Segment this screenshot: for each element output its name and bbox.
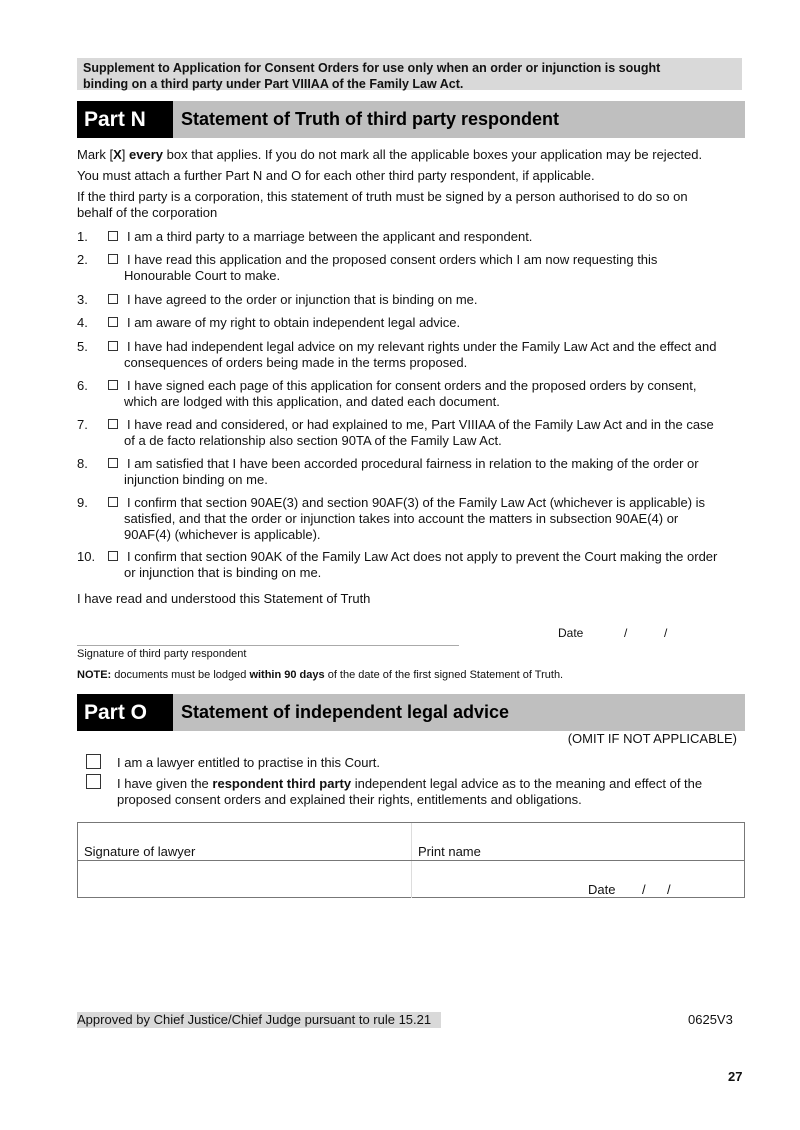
item-number: 6. bbox=[77, 378, 88, 393]
instruction-every: every bbox=[129, 147, 164, 162]
item-text-line: I have agreed to the order or injunction that is binding on me. bbox=[127, 292, 478, 307]
supplement-banner bbox=[77, 58, 742, 90]
item-text-line: or injunction that is binding on me. bbox=[124, 565, 322, 580]
item-text-line: 90AF(4) (whichever is applicable). bbox=[124, 527, 321, 542]
supplement-banner-line2: binding on a third party under Part VIIIAA of the Family Law Act. bbox=[83, 77, 464, 91]
item-text bbox=[124, 378, 744, 410]
item-text-line: consequences of orders being made in the terms proposed. bbox=[124, 355, 468, 370]
item-checkbox[interactable] bbox=[108, 317, 118, 327]
item-text-line: I confirm that section 90AE(3) and section 90AF(3) of the Family Law Act (whichever is applicable) is bbox=[127, 495, 706, 510]
item-text-line: I have read and considered, or had explained to me, Part VIIIAA of the Family Law Act and in the case bbox=[127, 417, 714, 432]
understood-statement: I have read and understood this Statement of Truth bbox=[77, 591, 371, 606]
note-label: NOTE: bbox=[77, 669, 112, 681]
item-checkbox[interactable] bbox=[108, 497, 118, 507]
table-divider bbox=[411, 823, 412, 860]
item-checkbox[interactable] bbox=[108, 551, 118, 561]
advice-pre: I have given the bbox=[117, 776, 213, 791]
corporation-note-line1: If the third party is a corporation, this statement of truth must be signed by a person authorised to do so on bbox=[77, 189, 688, 204]
item-text-line: I am satisfied that I have been accorded procedural fairness in relation to the making of the order or bbox=[127, 456, 699, 471]
part-o-tag: Part O bbox=[77, 694, 173, 731]
item-number: 9. bbox=[77, 495, 88, 510]
date-field-part-n[interactable] bbox=[558, 626, 668, 640]
print-name-field[interactable] bbox=[412, 861, 572, 898]
omit-note: (OMIT IF NOT APPLICABLE) bbox=[567, 731, 737, 746]
print-name-label: Print name bbox=[418, 844, 481, 859]
item-text-line: I am a third party to a marriage between the applicant and respondent. bbox=[127, 229, 533, 244]
attach-note: You must attach a further Part N and O for each other third party respondent, if applicable. bbox=[77, 168, 595, 183]
item-checkbox[interactable] bbox=[108, 458, 118, 468]
item-number: 8. bbox=[77, 456, 88, 471]
item-checkbox[interactable] bbox=[108, 380, 118, 390]
page-number: 27 bbox=[728, 1069, 743, 1084]
lodgement-note bbox=[77, 668, 563, 682]
item-text bbox=[124, 315, 744, 331]
item-text-line: Honourable Court to make. bbox=[124, 268, 281, 283]
item-text-line: I confirm that section 90AK of the Family Law Act does not apply to prevent the Court making the order bbox=[127, 549, 718, 564]
signature-label: Signature of third party respondent bbox=[77, 648, 247, 660]
note-post: of the date of the first signed Statement of Truth. bbox=[324, 669, 564, 681]
advice-given-text bbox=[117, 776, 742, 808]
instruction-x: X bbox=[113, 147, 122, 162]
date-separator: / bbox=[624, 626, 628, 640]
item-number: 10. bbox=[77, 549, 96, 564]
item-number: 7. bbox=[77, 417, 88, 432]
item-text-line: injunction binding on me. bbox=[124, 472, 268, 487]
lawyer-entitled-text: I am a lawyer entitled to practise in this Court. bbox=[117, 755, 381, 770]
note-pre: documents must be lodged bbox=[111, 669, 250, 681]
item-number: 4. bbox=[77, 315, 88, 330]
item-text-line: I have signed each page of this application for consent orders and the proposed orders by consent, bbox=[127, 378, 697, 393]
item-text-line: which are lodged with this application, and dated each document. bbox=[124, 394, 500, 409]
date-separator: / bbox=[667, 882, 671, 897]
form-version: 0625V3 bbox=[688, 1012, 733, 1027]
instruction-pre: Mark [ bbox=[77, 147, 114, 162]
date-label: Date bbox=[588, 882, 616, 897]
instruction-post: box that applies. If you do not mark all the applicable boxes your application may be rejected. bbox=[163, 147, 703, 162]
date-label: Date bbox=[558, 626, 584, 640]
lawyer-entitled-checkbox[interactable] bbox=[86, 754, 101, 769]
signature-line[interactable] bbox=[77, 645, 459, 646]
item-text bbox=[124, 417, 744, 449]
lawyer-signature-table bbox=[77, 822, 745, 898]
instruction-mid: ] bbox=[121, 147, 130, 162]
item-number: 3. bbox=[77, 292, 88, 307]
advice-given-checkbox[interactable] bbox=[86, 774, 101, 789]
item-text bbox=[124, 252, 744, 284]
item-number: 5. bbox=[77, 339, 88, 354]
item-text-line: of a de facto relationship also section 90TA of the Family Law Act. bbox=[124, 433, 502, 448]
part-n-header bbox=[77, 101, 745, 138]
item-text bbox=[124, 456, 744, 488]
item-text-line: I have had independent legal advice on my relevant rights under the Family Law Act and the effect and bbox=[127, 339, 717, 354]
instruction-text bbox=[77, 147, 745, 163]
item-checkbox[interactable] bbox=[108, 419, 118, 429]
supplement-banner-line1: Supplement to Application for Consent Orders for use only when an order or injunction is sought bbox=[83, 61, 661, 75]
item-checkbox[interactable] bbox=[108, 294, 118, 304]
signature-lawyer-field[interactable] bbox=[78, 861, 411, 898]
item-checkbox[interactable] bbox=[108, 231, 118, 241]
part-o-title: Statement of independent legal advice bbox=[181, 702, 510, 722]
item-checkbox[interactable] bbox=[108, 341, 118, 351]
item-text bbox=[124, 339, 744, 371]
approval-footer: Approved by Chief Justice/Chief Judge pursuant to rule 15.21 bbox=[77, 1012, 441, 1028]
date-separator: / bbox=[664, 626, 668, 640]
advice-line2: proposed consent orders and explained their rights, entitlements and obligations. bbox=[117, 792, 582, 807]
date-separator: / bbox=[642, 882, 646, 897]
date-field-part-o[interactable] bbox=[588, 882, 671, 897]
item-text bbox=[124, 229, 744, 245]
advice-post: independent legal advice as to the meaning and effect of the bbox=[351, 776, 703, 791]
signature-lawyer-label: Signature of lawyer bbox=[84, 844, 196, 859]
note-bold: within 90 days bbox=[249, 669, 325, 681]
corporation-note-line2: behalf of the corporation bbox=[77, 205, 218, 220]
item-checkbox[interactable] bbox=[108, 254, 118, 264]
part-n-tag: Part N bbox=[77, 101, 173, 138]
item-number: 2. bbox=[77, 252, 88, 267]
part-n-title: Statement of Truth of third party respondent bbox=[181, 109, 560, 129]
item-text-line: I am aware of my right to obtain independent legal advice. bbox=[127, 315, 461, 330]
corporation-note bbox=[77, 189, 745, 221]
item-text-line: I have read this application and the proposed consent orders which I am now requesting this bbox=[127, 252, 658, 267]
advice-bold: respondent third party bbox=[212, 776, 352, 791]
part-o-header bbox=[77, 694, 745, 731]
item-text bbox=[124, 292, 744, 308]
item-text-line: satisfied, and that the order or injunction takes into account the matters in subsection 90AE(4) or bbox=[124, 511, 679, 526]
item-text bbox=[124, 549, 744, 581]
item-text bbox=[124, 495, 744, 543]
item-number: 1. bbox=[77, 229, 88, 244]
